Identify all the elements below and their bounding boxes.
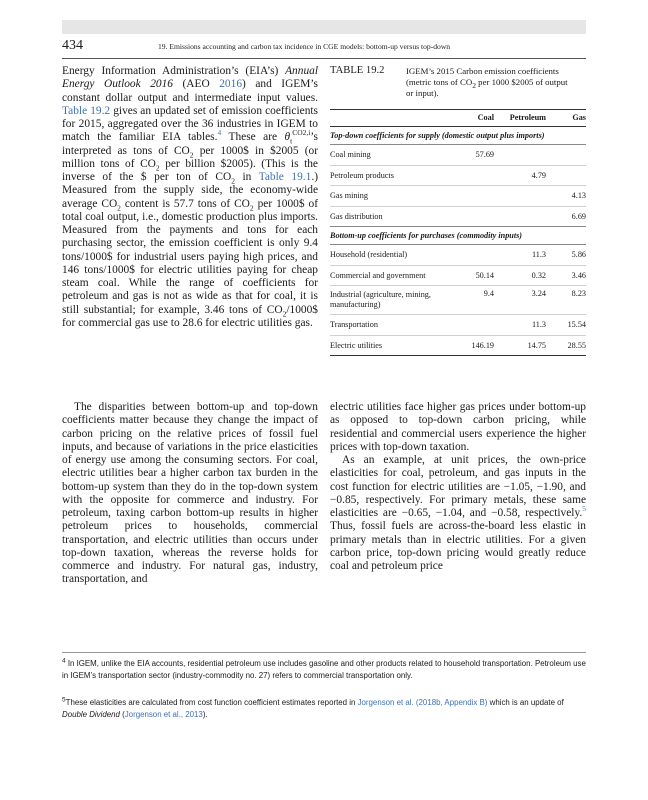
disparities-paragraph: The disparities between bottom-up and top-down coefficients matter because they change the impact of carbon pricing on the relative prices of fossil fuel inputs, and because of variations in the price elasticities of energy use among the consuming sectors. For coal, electric utilities bear a higher carbon tax burden in the bottom-up system than they do in the top-down system with the opposite for commerce and industry. For petroleum, taxing carbon bottom-up results in higher petroleum prices to households, commercial transportation, and electric utilities than occurs under top-down taxation, whereas the reverse holds for commerce and industry. For natural gas, industry, transportation, and bbox=[62, 401, 318, 586]
cell-gas: 5.86 bbox=[546, 245, 586, 266]
continued-paragraph: electric utilities face higher gas prices under bottom-up as opposed to top-down carbon pricing, while residential and commercial users experience the higher prices with top-down taxation. bbox=[330, 401, 586, 453]
footnote-ref-5[interactable]: 5 bbox=[582, 504, 586, 514]
footnote-mark-4: 4 bbox=[62, 657, 66, 665]
table-row bbox=[330, 335, 586, 356]
cell-petroleum: 11.3 bbox=[494, 315, 546, 336]
cell-coal: 9.4 bbox=[454, 286, 494, 315]
table-row bbox=[330, 165, 586, 186]
table-caption bbox=[330, 65, 586, 109]
cell-petroleum bbox=[494, 186, 546, 207]
cell-coal: 146.19 bbox=[454, 335, 494, 356]
right-column-bottom bbox=[330, 401, 586, 573]
left-column-bottom bbox=[62, 401, 318, 587]
cell-gas: 8.23 bbox=[546, 286, 586, 315]
row-label: Commercial and government bbox=[330, 265, 454, 286]
table-header-row bbox=[330, 110, 586, 127]
row-label: Industrial (agriculture, mining, manufacturing) bbox=[330, 286, 454, 315]
cell-gas: 4.13 bbox=[546, 186, 586, 207]
cell-gas bbox=[546, 165, 586, 186]
cell-coal bbox=[454, 165, 494, 186]
footnote-5: $^5$These elasticities are calculated from cost function coefficient estimates reported in Jorgenson et al. (2018b, Appendix B) which is an update of Double Dividend (Jorgenson et al., 2013). bbox=[62, 696, 564, 719]
table-19-2 bbox=[330, 65, 586, 356]
footnote-4: $^4$ In IGEM, unlike the EIA accounts, residential petroleum use includes gasoline and other products related to household transportation. Petroleum use in IGEM’s transportation sector (industry-commodity no. 27) refers to commercial transportation only. bbox=[62, 657, 586, 680]
top-gray-bar bbox=[62, 20, 586, 34]
page-number: 434 bbox=[62, 38, 83, 53]
table-row bbox=[330, 186, 586, 207]
cell-petroleum bbox=[494, 206, 546, 227]
cell-coal: 57.69 bbox=[454, 145, 494, 166]
cell-gas bbox=[546, 145, 586, 166]
cell-petroleum: 11.3 bbox=[494, 245, 546, 266]
table-row bbox=[330, 206, 586, 227]
row-label: Electric utilities bbox=[330, 335, 454, 356]
cell-petroleum bbox=[494, 145, 546, 166]
table-ref-link-19-1[interactable]: Table 19.1 bbox=[258, 171, 312, 183]
intro-paragraph: Energy Information Administration’s (EIA’s) Annual Energy Outlook 2016 (AEO 2016) and IGEM’s constant dollar output and intermediate input values. Table 19.2 gives an updated set of emission coefficients for 2015, aggregated over the 36 industries in IGEM to match the familiar EIA tables.$^4$ These are $\theta_t^{CO2,i}’s$ interpreted as tons of $CO_2$ per 1000$ in $2005 (or million tons of $CO_2$ per billion $2005). (This is the inverse of the $ per ton of $CO_2$ in Table 19.1.) Measured from the supply side, the economy-wide average $CO_2$ content is 57.7 tons of $CO_2$ per 1000$ of total coal output, i.e., domestic production plus imports. Measured from the payments and tons for each purchasing sector, the emission coefficient is only 9.4 tons/1000$ for industrial users paying high prices, and 146 tons/1000$ for electric utilities paying for cheap steam coal. While the range of coefficients for petroleum and gas is not as wide as that for coal, it is still substantial; for example, 3.46 tons of $CO_2/1000\$$ for commercial gas use to 28.6 for electric utilities gas. bbox=[62, 65, 318, 329]
cell-coal bbox=[454, 245, 494, 266]
footnote-mark-5: 5 bbox=[62, 696, 66, 704]
footnote-ref-4[interactable]: 4 bbox=[217, 128, 222, 138]
cell-petroleum: 4.79 bbox=[494, 165, 546, 186]
cell-gas: 3.46 bbox=[546, 265, 586, 286]
table-label: TABLE 19.2 bbox=[330, 65, 385, 76]
example-paragraph: As an example, at unit prices, the own-price elasticities for coal, petroleum, and gas inputs in the cost function for electric utilities are −1.05, −1.90, and −0.85, respectively. For primary metals, these same elasticities are −0.65, −1.04, and −0.58, respectively.$^5$ Thus, fossil fuels are across-the-board less elastic in primary metals than in electric utilities. For a given carbon price, top-down pricing would greatly reduce coal and petroleum price bbox=[330, 454, 586, 572]
row-label: Coal mining bbox=[330, 145, 454, 166]
row-label: Gas distribution bbox=[330, 211, 383, 221]
cell-petroleum: 0.32 bbox=[494, 265, 546, 286]
cell-coal bbox=[454, 186, 494, 207]
cell-coal bbox=[454, 315, 494, 336]
page-header bbox=[62, 38, 586, 59]
section-title: Top-down coefficients for supply (domestic output plus imports) bbox=[330, 127, 586, 145]
emission-coefficients-table bbox=[330, 109, 586, 356]
row-label: Petroleum products bbox=[330, 165, 454, 186]
cell-coal bbox=[454, 206, 494, 227]
table-ref-link-19-2[interactable]: Table 19.2 bbox=[62, 104, 111, 117]
footnote-divider bbox=[62, 652, 586, 653]
citation-link-aeo[interactable]: 2016 bbox=[219, 78, 243, 91]
column-header-gas: Gas bbox=[546, 110, 586, 127]
left-column-top bbox=[62, 65, 318, 330]
table-row bbox=[330, 265, 586, 286]
citation-link-jorgenson-2018b[interactable]: Jorgenson et al. (2018b, Appendix B) bbox=[357, 698, 488, 707]
running-head: 19. Emissions accounting and carbon tax incidence in CGE models: bottom-up versus top-down bbox=[158, 42, 451, 51]
section-row-bottom-up bbox=[330, 227, 586, 245]
section-title: Bottom-up coefficients for purchases (commodity inputs) bbox=[330, 227, 586, 245]
column-header bbox=[330, 110, 454, 127]
column-header-petroleum: Petroleum bbox=[494, 110, 546, 127]
cell-gas: 15.54 bbox=[546, 315, 586, 336]
table-caption-text: IGEM’s 2015 Carbon emission coefficients (metric tons of $CO_2$ per 1000 $2005 of output or input). bbox=[406, 66, 568, 98]
row-label: Gas mining bbox=[330, 186, 454, 207]
cell-gas: 6.69 bbox=[571, 211, 586, 221]
table-row bbox=[330, 245, 586, 266]
row-label: Household (residential) bbox=[330, 245, 454, 266]
cell-gas: 28.55 bbox=[546, 335, 586, 356]
cell-petroleum: 14.75 bbox=[494, 335, 546, 356]
table-row bbox=[330, 286, 586, 315]
table-row bbox=[330, 315, 586, 336]
row-label: Transportation bbox=[330, 315, 454, 336]
cell-coal: 50.14 bbox=[454, 265, 494, 286]
section-row-top-down bbox=[330, 127, 586, 145]
citation-link-jorgenson-2013[interactable]: Jorgenson et al., 2013 bbox=[124, 709, 203, 719]
table-row bbox=[330, 145, 586, 166]
column-header-coal: Coal bbox=[454, 110, 494, 127]
cell-petroleum: 3.24 bbox=[494, 286, 546, 315]
